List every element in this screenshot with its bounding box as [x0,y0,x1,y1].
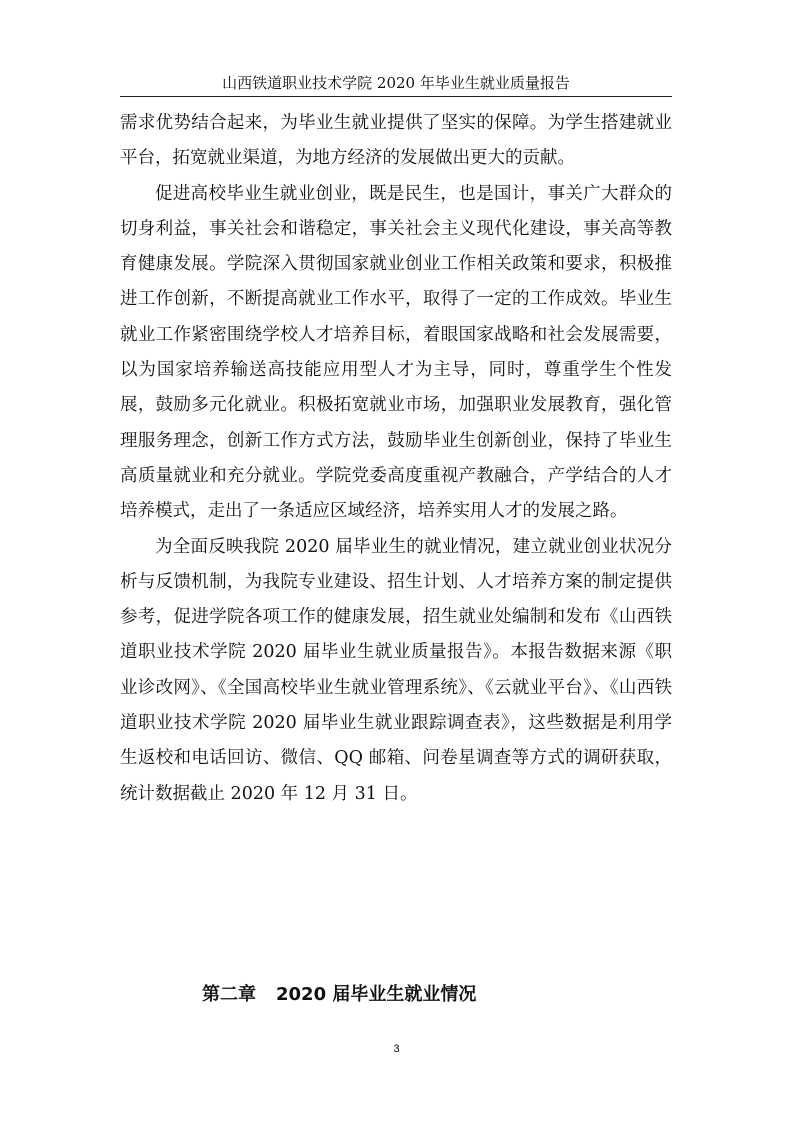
page-number: 3 [393,1043,400,1055]
document-body [120,106,672,812]
header-divider [120,96,672,97]
paragraph-continued: 需求优势结合起来，为毕业生就业提供了坚实的保障。为学生搭建就业平台，拓宽就业渠道，为地方经济的发展做出更大的贡献。 [120,113,672,169]
chapter-title: 2020 届毕业生就业情况 [276,984,477,1005]
paragraph-report-sources: 为全面反映我院 2020 届毕业生的就业情况，建立就业创业状况分析与反馈机制，为我院专业建设、招生计划、人才培养方案的制定提供参考，促进学院各项工作的健康发展，招生就业处编制和发布《山西铁道职业技术学院 2020 届毕业生就业质量报告》。本报告数据来源《职业诊改网》、《全国高校毕业生就业管理系统》、《云就业平台》、《山西铁道职业技术学院 2020 届毕业生就业跟踪调查表》，这些数据是利用学生返校和电话回访、微信、QQ 邮箱、问卷星调查等方式的调研获取，统计数据截止 2020 年 12 月 31 日。 [120,536,672,804]
chapter-heading [202,980,476,1010]
running-header: 山西铁道职业技术学院 2020 年毕业生就业质量报告 [222,74,570,92]
chapter-number: 第二章 [202,984,256,1005]
paragraph-employment-policy: 促进高校毕业生就业创业，既是民生，也是国计，事关广大群众的切身利益，事关社会和谐稳定，事关社会主义现代化建设，事关高等教育健康发展。学院深入贯彻国家就业创业工作相关政策和要求，积极推进工作创新，不断提高就业工作水平，取得了一定的工作成效。毕业生就业工作紧密围绕学校人才培养目标，着眼国家战略和社会发展需要，以为国家培养输送高技能应用型人才为主导，同时，尊重学生个性发展，鼓励多元化就业。积极拓宽就业市场，加强职业发展教育，强化管理服务理念，创新工作方式方法，鼓励毕业生创新创业，保持了毕业生高质量就业和充分就业。学院党委高度重视产教融合，产学结合的人才培养模式，走出了一条适应区域经济，培养实用人才的发展之路。 [120,183,672,522]
